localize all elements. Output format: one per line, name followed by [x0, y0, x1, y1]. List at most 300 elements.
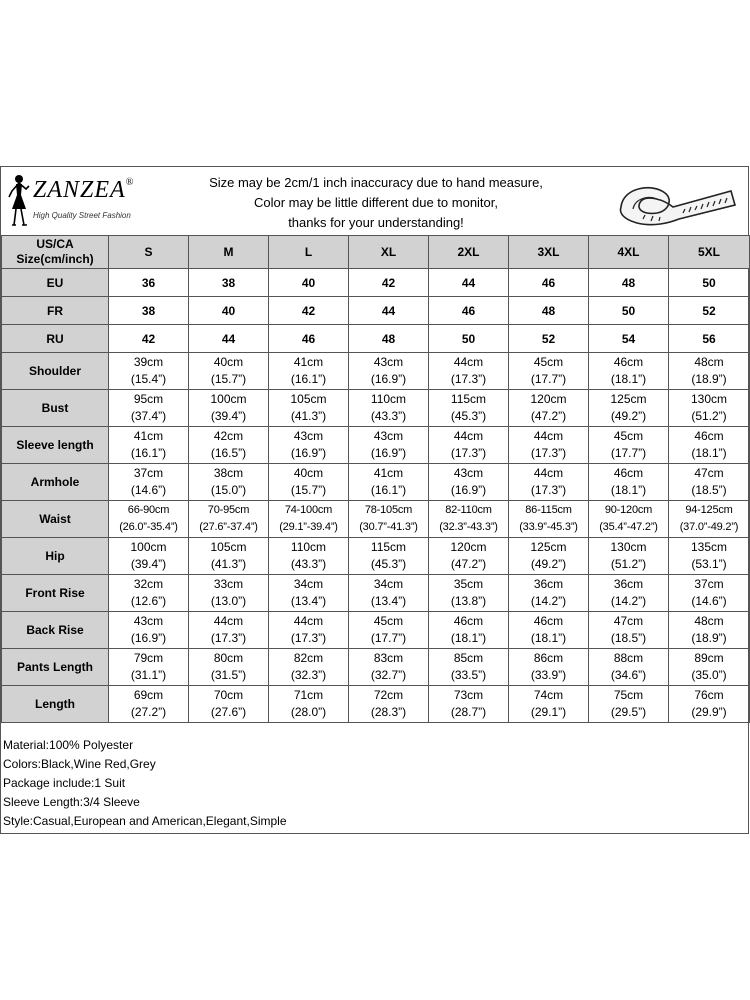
cm-value: 82-110cm	[445, 504, 492, 516]
cm-value: 48cm	[694, 614, 724, 628]
inch-value: (32.3”-43.3”)	[439, 521, 498, 533]
inch-value: (18.1”)	[450, 631, 487, 645]
intl-size-cell: 46	[429, 297, 509, 325]
inch-value: (18.1”)	[530, 631, 567, 645]
measurement-cell	[269, 538, 349, 575]
cm-value: 83cm	[373, 651, 404, 665]
cm-value: 69cm	[133, 688, 164, 702]
measurement-cell	[349, 464, 429, 501]
measurement-cell	[589, 353, 669, 390]
measurement-cell	[429, 649, 509, 686]
brand-name: ZANZEA®	[33, 177, 135, 203]
measurement-cell	[669, 649, 750, 686]
cm-value: 66-90cm	[127, 504, 170, 516]
cm-value: 80cm	[213, 651, 244, 665]
intl-size-cell: 40	[189, 297, 269, 325]
inch-value: (27.6”-37.4”)	[199, 521, 258, 533]
cm-value: 120cm	[450, 540, 487, 554]
cm-value: 46cm	[613, 355, 644, 369]
note-line: thanks for your understanding!	[288, 215, 464, 230]
intl-size-cell: 48	[509, 297, 589, 325]
row-label: Sleeve length	[2, 427, 109, 464]
measurement-cell	[189, 686, 269, 723]
cm-value: 88cm	[613, 651, 644, 665]
info-line: Sleeve Length:3/4 Sleeve	[3, 795, 140, 809]
size-header-label: US/CA Size(cm/inch)	[2, 236, 109, 269]
inch-value: (15.4”)	[130, 372, 167, 386]
cm-value: 46cm	[613, 466, 644, 480]
measurement-cell	[269, 649, 349, 686]
size-chart	[0, 166, 749, 834]
intl-size-row-fr	[2, 297, 750, 325]
cm-value: 44cm	[213, 614, 244, 628]
inch-value: (41.3”)	[210, 557, 247, 571]
measurement-cell	[109, 538, 189, 575]
measurement-cell	[189, 464, 269, 501]
intl-size-cell: 42	[349, 269, 429, 297]
inch-value: (15.7”)	[210, 372, 247, 386]
info-line: Style:Casual,European and American,Elegant,Simple	[3, 814, 287, 828]
cm-value: 36cm	[613, 577, 644, 591]
inch-value: (28.7”)	[450, 705, 487, 719]
cm-value: 44cm	[453, 429, 484, 443]
cm-value: 43cm	[373, 429, 404, 443]
row-label: Back Rise	[2, 612, 109, 649]
measurement-cell	[429, 464, 509, 501]
intl-size-cell: 52	[669, 297, 750, 325]
inch-value: (26.0”-35.4”)	[119, 521, 178, 533]
measurement-cell	[429, 390, 509, 427]
measurement-cell	[349, 612, 429, 649]
measurement-cell	[669, 464, 750, 501]
inch-value: (16.9”)	[370, 446, 407, 460]
inch-value: (41.3”)	[290, 409, 327, 423]
measurement-cell	[589, 538, 669, 575]
cm-value: 90-120cm	[604, 504, 653, 516]
cm-value: 48cm	[694, 355, 724, 369]
inch-value: (18.5”)	[610, 631, 647, 645]
cm-value: 44cm	[453, 355, 484, 369]
measurement-cell	[269, 464, 349, 501]
inch-value: (29.9”)	[691, 705, 727, 719]
measurement-cell	[189, 612, 269, 649]
inch-value: (30.7”-41.3”)	[359, 521, 418, 533]
measurement-cell	[189, 575, 269, 612]
cm-value: 34cm	[293, 577, 324, 591]
cm-value: 82cm	[293, 651, 324, 665]
cm-value: 38cm	[213, 466, 244, 480]
cm-value: 36cm	[533, 577, 564, 591]
inch-value: (17.3”)	[530, 446, 567, 460]
inch-value: (15.0”)	[210, 483, 247, 497]
inch-value: (39.4”)	[210, 409, 247, 423]
row-label: EU	[2, 269, 109, 297]
measurement-cell	[189, 390, 269, 427]
inch-value: (16.1”)	[130, 446, 167, 460]
size-name: L	[269, 236, 349, 269]
cm-value: 34cm	[373, 577, 404, 591]
inch-value: (43.3”)	[370, 409, 407, 423]
product-info	[3, 736, 287, 831]
size-name: 5XL	[669, 236, 750, 269]
cm-value: 76cm	[694, 688, 724, 702]
cm-value: 40cm	[213, 355, 244, 369]
chart-header	[1, 167, 748, 236]
size-table	[1, 235, 750, 723]
intl-size-cell: 38	[189, 269, 269, 297]
cm-value: 110cm	[370, 392, 407, 406]
measurement-cell	[349, 427, 429, 464]
measurement-cell	[349, 538, 429, 575]
inch-value: (35.0”)	[691, 668, 727, 682]
inch-value: (13.4”)	[370, 594, 407, 608]
inch-value: (27.2”)	[130, 705, 167, 719]
intl-size-cell: 36	[109, 269, 189, 297]
measurement-cell	[109, 464, 189, 501]
inch-value: (17.7”)	[530, 372, 567, 386]
row-label: Hip	[2, 538, 109, 575]
cm-value: 43cm	[293, 429, 324, 443]
inch-value: (43.3”)	[290, 557, 327, 571]
inch-value: (16.1”)	[290, 372, 327, 386]
cm-value: 46cm	[694, 429, 724, 443]
intl-size-cell: 56	[669, 325, 750, 353]
measurement-cell	[669, 575, 750, 612]
measurement-cell	[589, 575, 669, 612]
inch-value: (28.0”)	[290, 705, 327, 719]
inch-value: (33.5”)	[450, 668, 487, 682]
inch-value: (45.3”)	[450, 409, 487, 423]
inch-value: (53.1”)	[691, 557, 727, 571]
measurement-cell	[509, 538, 589, 575]
cm-value: 70-95cm	[207, 504, 250, 516]
measurement-cell	[269, 353, 349, 390]
cm-value: 78-105cm	[364, 504, 413, 516]
inch-value: (32.7”)	[370, 668, 407, 682]
inch-value: (29.5”)	[610, 705, 647, 719]
cm-value: 33cm	[213, 577, 244, 591]
cm-value: 42cm	[213, 429, 244, 443]
measurement-cell	[189, 538, 269, 575]
inch-value: (16.9”)	[130, 631, 167, 645]
inch-value: (47.2”)	[450, 557, 487, 571]
measurement-cell	[509, 464, 589, 501]
cm-value: 74cm	[533, 688, 564, 702]
inch-value: (14.6”)	[691, 594, 727, 608]
brand-logo	[3, 173, 153, 229]
measurement-cell	[589, 501, 669, 538]
inch-value: (16.9”)	[370, 372, 407, 386]
measurement-cell	[429, 501, 509, 538]
fashion-figure-icon	[5, 173, 31, 229]
cm-value: 45cm	[533, 355, 564, 369]
inch-value: (14.2”)	[610, 594, 647, 608]
measurements-body	[2, 353, 750, 723]
size-name: XL	[349, 236, 429, 269]
measurement-cell	[669, 427, 750, 464]
cm-value: 105cm	[210, 540, 247, 554]
intl-size-cell: 46	[269, 325, 349, 353]
measurement-cell	[269, 686, 349, 723]
intl-size-row-eu	[2, 269, 750, 297]
inch-value: (47.2”)	[530, 409, 567, 423]
cm-value: 44cm	[533, 466, 564, 480]
measurement-cell	[669, 353, 750, 390]
cm-value: 32cm	[133, 577, 164, 591]
size-name: S	[109, 236, 189, 269]
cm-value: 70cm	[213, 688, 244, 702]
measurement-cell	[429, 427, 509, 464]
inch-value: (29.1”-39.4”)	[279, 521, 338, 533]
info-line: Material:100% Polyester	[3, 738, 134, 752]
cm-value: 130cm	[690, 392, 728, 406]
inch-value: (18.5”)	[691, 483, 727, 497]
measurement-notes	[171, 173, 581, 233]
intl-size-cell: 44	[349, 297, 429, 325]
inch-value: (17.3”)	[210, 631, 247, 645]
info-line: Package include:1 Suit	[3, 776, 126, 790]
row-label: Armhole	[2, 464, 109, 501]
inch-value: (13.8”)	[450, 594, 487, 608]
inch-value: (29.1”)	[530, 705, 567, 719]
inch-value: (16.9”)	[290, 446, 327, 460]
inch-value: (49.2”)	[530, 557, 567, 571]
intl-size-cell: 48	[349, 325, 429, 353]
cm-value: 130cm	[610, 540, 647, 554]
cm-value: 71cm	[293, 688, 324, 702]
measurement-cell	[109, 427, 189, 464]
intl-size-cell: 50	[429, 325, 509, 353]
measurement-row	[2, 686, 750, 723]
measurement-cell	[669, 686, 750, 723]
inch-value: (13.0”)	[210, 594, 247, 608]
measurement-cell	[109, 353, 189, 390]
cm-value: 45cm	[613, 429, 644, 443]
inch-value: (27.6”)	[210, 705, 247, 719]
measuring-tape-icon	[613, 169, 739, 233]
inch-value: (15.7”)	[290, 483, 327, 497]
cm-value: 110cm	[290, 540, 327, 554]
cm-value: 41cm	[293, 355, 324, 369]
inch-value: (12.6”)	[130, 594, 167, 608]
size-name: M	[189, 236, 269, 269]
measurement-cell	[509, 353, 589, 390]
cm-value: 35cm	[453, 577, 484, 591]
measurement-cell	[509, 427, 589, 464]
measurement-cell	[589, 686, 669, 723]
row-label: FR	[2, 297, 109, 325]
cm-value: 74-100cm	[284, 504, 333, 516]
intl-size-cell: 42	[269, 297, 349, 325]
cm-value: 94-125cm	[685, 504, 733, 516]
cm-value: 41cm	[373, 466, 404, 480]
cm-value: 41cm	[133, 429, 164, 443]
measurement-cell	[589, 464, 669, 501]
cm-value: 45cm	[373, 614, 404, 628]
row-label: Shoulder	[2, 353, 109, 390]
cm-value: 85cm	[453, 651, 484, 665]
intl-size-cell: 48	[589, 269, 669, 297]
intl-size-cell: 54	[589, 325, 669, 353]
cm-value: 75cm	[613, 688, 644, 702]
inch-value: (16.5”)	[210, 446, 247, 460]
intl-size-cell: 44	[429, 269, 509, 297]
measurement-cell	[589, 649, 669, 686]
measurement-cell	[589, 390, 669, 427]
cm-value: 37cm	[133, 466, 164, 480]
measurement-cell	[669, 612, 750, 649]
measurement-cell	[109, 501, 189, 538]
cm-value: 135cm	[690, 540, 728, 554]
cm-value: 37cm	[694, 577, 724, 591]
measurement-cell	[509, 612, 589, 649]
cm-value: 100cm	[130, 540, 167, 554]
inch-value: (14.2”)	[530, 594, 567, 608]
measurement-cell	[189, 427, 269, 464]
cm-value: 43cm	[453, 466, 484, 480]
inch-value: (14.6”)	[130, 483, 167, 497]
size-header-row	[2, 236, 750, 269]
inch-value: (51.2”)	[691, 409, 727, 423]
measurement-cell	[269, 612, 349, 649]
intl-size-cell: 44	[189, 325, 269, 353]
measurement-cell	[189, 501, 269, 538]
measurement-cell	[349, 649, 429, 686]
inch-value: (35.4”-47.2”)	[599, 521, 658, 533]
measurement-cell	[509, 390, 589, 427]
cm-value: 120cm	[530, 392, 567, 406]
measurement-cell	[109, 575, 189, 612]
inch-value: (18.1”)	[610, 483, 647, 497]
measurement-cell	[669, 538, 750, 575]
measurement-cell	[589, 612, 669, 649]
inch-value: (39.4”)	[130, 557, 167, 571]
measurement-cell	[349, 501, 429, 538]
cm-value: 43cm	[133, 614, 164, 628]
brand-tagline: High Quality Street Fashion	[33, 211, 131, 220]
measurement-cell	[269, 390, 349, 427]
cm-value: 100cm	[210, 392, 247, 406]
inch-value: (31.1”)	[130, 668, 167, 682]
inch-value: (18.9”)	[691, 631, 727, 645]
row-label: Length	[2, 686, 109, 723]
row-label: Bust	[2, 390, 109, 427]
measurement-cell	[269, 575, 349, 612]
measurement-row	[2, 501, 750, 538]
intl-size-cell: 46	[509, 269, 589, 297]
measurement-row	[2, 353, 750, 390]
size-name: 3XL	[509, 236, 589, 269]
cm-value: 115cm	[370, 540, 407, 554]
inch-value: (17.7”)	[610, 446, 647, 460]
measurement-row	[2, 464, 750, 501]
inch-value: (13.4”)	[290, 594, 327, 608]
measurement-cell	[349, 353, 429, 390]
measurement-cell	[429, 686, 509, 723]
inch-value: (17.3”)	[530, 483, 567, 497]
measurement-cell	[429, 353, 509, 390]
inch-value: (31.5”)	[210, 668, 247, 682]
cm-value: 79cm	[133, 651, 164, 665]
inch-value: (33.9”-45.3”)	[519, 521, 578, 533]
inch-value: (32.3”)	[290, 668, 327, 682]
measurement-cell	[349, 575, 429, 612]
measurement-cell	[109, 612, 189, 649]
cm-value: 47cm	[694, 466, 724, 480]
row-label: Pants Length	[2, 649, 109, 686]
intl-size-cell: 50	[589, 297, 669, 325]
measurement-cell	[109, 390, 189, 427]
intl-size-cell: 50	[669, 269, 750, 297]
row-label: RU	[2, 325, 109, 353]
inch-value: (37.4”)	[130, 409, 167, 423]
measurement-cell	[269, 427, 349, 464]
inch-value: (17.7”)	[370, 631, 407, 645]
intl-size-row-ru	[2, 325, 750, 353]
inch-value: (17.3”)	[450, 372, 487, 386]
note-line: Size may be 2cm/1 inch inaccuracy due to hand measure,	[209, 175, 543, 190]
inch-value: (45.3”)	[370, 557, 407, 571]
measurement-cell	[429, 575, 509, 612]
measurement-cell	[509, 501, 589, 538]
inch-value: (51.2”)	[610, 557, 647, 571]
inch-value: (49.2”)	[610, 409, 647, 423]
size-name: 4XL	[589, 236, 669, 269]
measurement-cell	[669, 501, 750, 538]
cm-value: 73cm	[453, 688, 484, 702]
inch-value: (18.1”)	[691, 446, 727, 460]
cm-value: 86cm	[533, 651, 564, 665]
cm-value: 86-115cm	[525, 504, 572, 516]
measurement-cell	[429, 612, 509, 649]
row-label: Waist	[2, 501, 109, 538]
cm-value: 44cm	[293, 614, 324, 628]
measurement-cell	[189, 649, 269, 686]
measurement-cell	[109, 686, 189, 723]
cm-value: 44cm	[533, 429, 564, 443]
measurement-cell	[429, 538, 509, 575]
row-label: Front Rise	[2, 575, 109, 612]
inch-value: (18.1”)	[610, 372, 647, 386]
measurement-row	[2, 649, 750, 686]
measurement-row	[2, 538, 750, 575]
measurement-row	[2, 427, 750, 464]
cm-value: 105cm	[290, 392, 327, 406]
measurement-row	[2, 612, 750, 649]
measurement-cell	[109, 649, 189, 686]
inch-value: (28.3”)	[370, 705, 407, 719]
cm-value: 95cm	[133, 392, 164, 406]
intl-size-cell: 52	[509, 325, 589, 353]
measurement-cell	[349, 686, 429, 723]
measurement-row	[2, 390, 750, 427]
measurement-cell	[189, 353, 269, 390]
cm-value: 47cm	[613, 614, 644, 628]
intl-size-cell: 38	[109, 297, 189, 325]
cm-value: 125cm	[530, 540, 567, 554]
cm-value: 43cm	[373, 355, 404, 369]
intl-size-cell: 42	[109, 325, 189, 353]
measurement-cell	[269, 501, 349, 538]
info-line: Colors:Black,Wine Red,Grey	[3, 757, 156, 771]
inch-value: (16.9”)	[450, 483, 487, 497]
measurement-row	[2, 575, 750, 612]
inch-value: (17.3”)	[450, 446, 487, 460]
inch-value: (18.9”)	[691, 372, 727, 386]
cm-value: 89cm	[694, 651, 724, 665]
measurement-cell	[349, 390, 429, 427]
cm-value: 125cm	[610, 392, 647, 406]
